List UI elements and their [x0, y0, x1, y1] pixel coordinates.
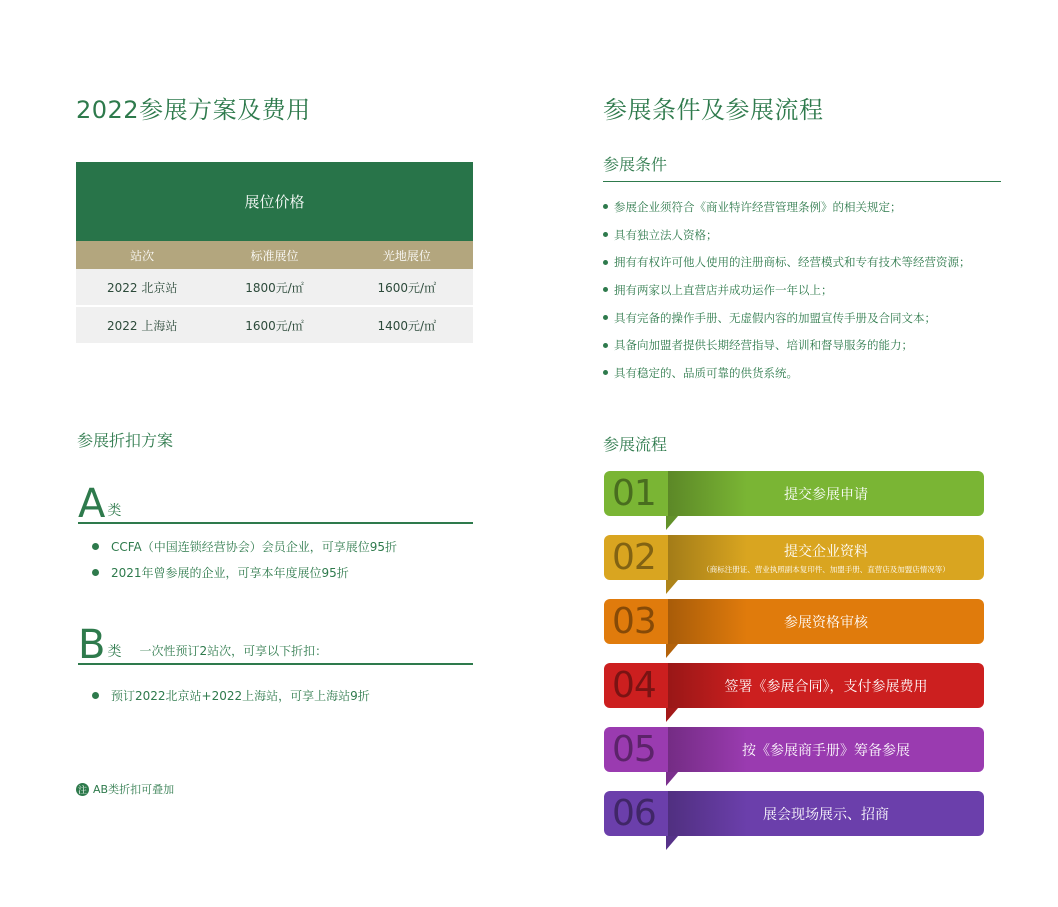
- price-table-columns: [76, 241, 473, 269]
- list-item: [603, 193, 971, 221]
- process-step: [604, 727, 984, 772]
- bullet-icon: [603, 343, 608, 348]
- footnote-text: AB类折扣可叠加: [93, 783, 175, 796]
- list-item-text: 具有稳定的、品质可靠的供货系统。: [614, 365, 798, 380]
- discount-a-letter: A: [78, 481, 106, 527]
- step-arrow-icon: [666, 708, 678, 722]
- right-page-title: 参展条件及参展流程: [603, 96, 824, 124]
- footnote: [76, 781, 174, 797]
- list-item-text: 预订2022北京站+2022上海站，可享上海站9折: [111, 688, 370, 703]
- list-item: [603, 221, 971, 249]
- bullet-icon: [603, 204, 608, 209]
- list-item: [603, 304, 971, 332]
- bullet-icon: [603, 315, 608, 320]
- step-text-box: [668, 727, 984, 772]
- table-cell: 1600元/㎡: [245, 318, 304, 333]
- process-step: [604, 663, 984, 708]
- list-item: [92, 682, 370, 708]
- table-row: [76, 307, 473, 343]
- discount-b-note: 一次性预订2站次，可享以下折扣：: [139, 644, 328, 658]
- bullet-icon: [603, 232, 608, 237]
- bullet-icon: [603, 260, 608, 265]
- list-item: [92, 559, 397, 585]
- list-item-text: 具备向加盟者提供长期经营指导、培训和督导服务的能力；: [614, 338, 913, 353]
- list-item-text: 参展企业须符合《商业特许经营管理条例》的相关规定；: [614, 199, 902, 214]
- discount-a-list: [92, 533, 397, 585]
- step-arrow-icon: [666, 580, 678, 594]
- list-item: [603, 276, 971, 304]
- divider: [603, 181, 1001, 182]
- step-arrow-icon: [666, 836, 678, 850]
- bullet-icon: [603, 287, 608, 292]
- conditions-title: 参展条件: [603, 155, 668, 174]
- step-arrow-icon: [666, 516, 678, 530]
- list-item-text: 拥有有权许可他人使用的注册商标、经营模式和专有技术等经营资源；: [614, 255, 971, 270]
- list-item-text: 具有独立法人资格；: [614, 227, 718, 242]
- step-number: 01: [604, 471, 668, 516]
- list-item: [92, 533, 397, 559]
- step-arrow-icon: [666, 644, 678, 658]
- process-step: [604, 535, 984, 580]
- price-table: [76, 162, 473, 343]
- step-text-box: [668, 535, 984, 580]
- step-number: 02: [604, 535, 668, 580]
- step-text: 提交参展申请: [784, 486, 868, 503]
- step-number: 06: [604, 791, 668, 836]
- column-header: 标准展位: [250, 248, 299, 263]
- process-step: [604, 599, 984, 644]
- table-cell: 1800元/㎡: [245, 280, 304, 295]
- discount-b-list: [92, 682, 370, 708]
- table-cell: 1600元/㎡: [377, 280, 437, 295]
- list-item: [603, 248, 971, 276]
- step-number: 03: [604, 599, 668, 644]
- process-step: [604, 791, 984, 836]
- step-arrow-icon: [666, 772, 678, 786]
- step-text-box: [668, 663, 984, 708]
- left-page-title: 2022参展方案及费用: [76, 96, 311, 124]
- bullet-icon: [603, 370, 608, 375]
- table-cell: 1400元/㎡: [377, 318, 437, 333]
- price-table-header: 展位价格: [76, 162, 473, 241]
- bullet-icon: [92, 543, 99, 550]
- table-cell: 2022 北京站: [106, 280, 178, 295]
- discount-a-suffix: 类: [107, 503, 122, 519]
- bullet-icon: [92, 569, 99, 576]
- discount-b-suffix: 类: [107, 644, 122, 660]
- column-header: 光地展位: [382, 248, 431, 263]
- process-step: [604, 471, 984, 516]
- step-number: 04: [604, 663, 668, 708]
- column-header: 站次: [130, 248, 155, 263]
- step-text-box: [668, 471, 984, 516]
- step-text: 提交企业资料: [784, 543, 868, 560]
- conditions-list: [603, 193, 971, 387]
- discount-b-letter: B: [78, 622, 106, 668]
- list-item: [603, 331, 971, 359]
- step-text: 按《参展商手册》筹备参展: [742, 742, 910, 759]
- step-text: 签署《参展合同》，支付参展费用: [724, 678, 928, 695]
- note-badge-icon: 注: [76, 783, 89, 796]
- process-title: 参展流程: [603, 435, 668, 454]
- discount-title: 参展折扣方案: [77, 431, 174, 450]
- bullet-icon: [92, 692, 99, 699]
- list-item-text: 拥有两家以上直营店并成功运作一年以上；: [614, 282, 833, 297]
- step-text-box: [668, 599, 984, 644]
- list-item: [603, 359, 971, 387]
- step-text-box: [668, 791, 984, 836]
- list-item-text: 2021年曾参展的企业，可享本年度展位95折: [111, 565, 349, 580]
- list-item-text: CCFA（中国连锁经营协会）会员企业，可享展位95折: [111, 539, 398, 554]
- discount-a-heading: [78, 481, 473, 527]
- table-row: [76, 269, 473, 305]
- step-number: 05: [604, 727, 668, 772]
- process-steps: [604, 471, 984, 855]
- table-cell: 2022 上海站: [106, 318, 178, 333]
- step-subtext: （商标注册证、营业执照副本复印件、加盟手册、直营店及加盟店情况等）: [702, 564, 950, 574]
- list-item-text: 具有完备的操作手册、无虚假内容的加盟宣传手册及合同文本；: [614, 310, 936, 325]
- discount-b-heading: [78, 622, 473, 668]
- step-text: 参展资格审核: [784, 614, 868, 631]
- step-text: 展会现场展示、招商: [763, 806, 889, 823]
